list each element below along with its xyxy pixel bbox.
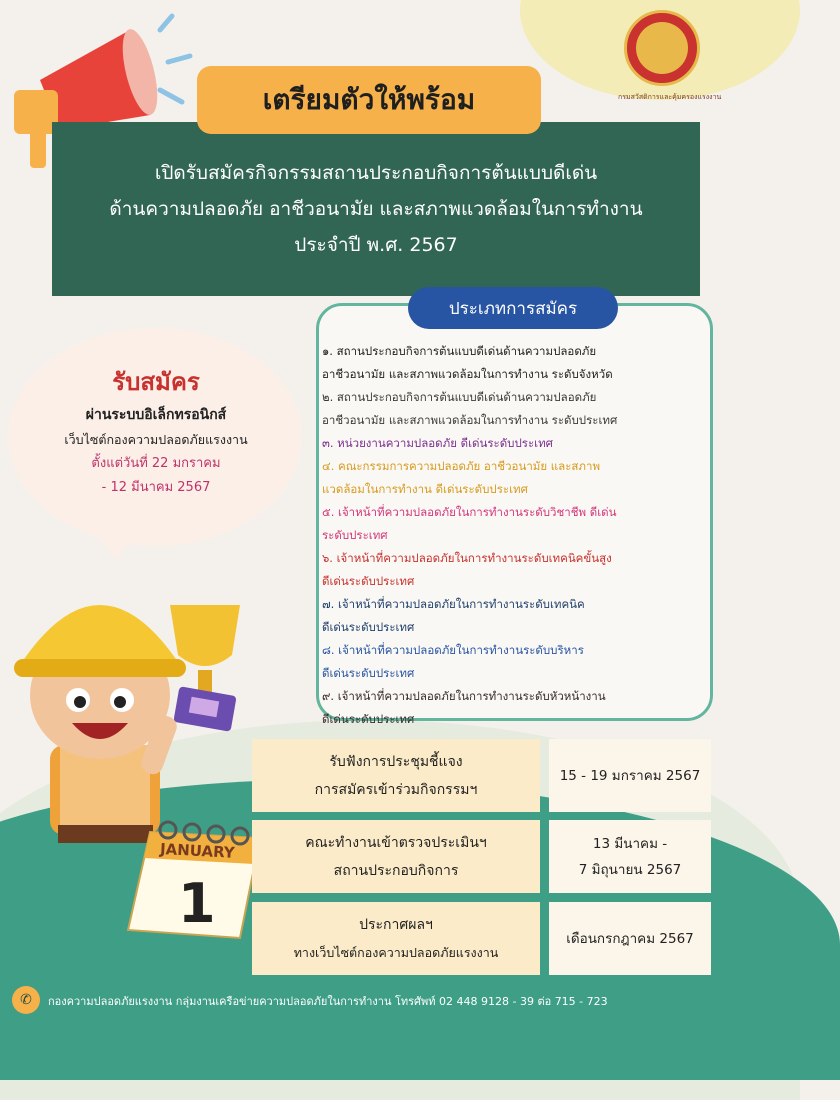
registration-info (26, 362, 286, 500)
schedule-event-1-line-1: รับฟังการประชุมชี้แจง (329, 753, 463, 770)
type-line: ๒. สถานประกอบกิจการต้นแบบดีเด่นด้านความปลอดภัย (322, 390, 597, 404)
type-line: ดีเด่นระดับประเทศ (322, 620, 415, 634)
registration-site: เว็บไซต์กองความปลอดภัยแรงงาน (64, 432, 248, 447)
registration-via: ผ่านระบบอิเล็กทรอนิกส์ (85, 407, 227, 423)
schedule-event-3-line-2: ทางเว็บไซต์กองความปลอดภัยแรงงาน (293, 944, 499, 960)
type-line: ๕. เจ้าหน้าที่ความปลอดภัยในการทำงานระดับวิชาชีพ ดีเด่น (322, 505, 617, 519)
banner-line-2: ด้านความปลอดภัย อาชีวอนามัย และสภาพแวดล้อมในการทำงาน (109, 198, 643, 220)
schedule-event-3-line-1: ประกาศผลฯ (359, 916, 433, 933)
schedule-date-3-line-1: เดือนกรกฎาคม 2567 (566, 930, 694, 947)
type-line: ๖. เจ้าหน้าที่ความปลอดภัยในการทำงานระดับเทคนิคขั้นสูง (322, 551, 612, 565)
type-line: ๙. เจ้าหน้าที่ความปลอดภัยในการทำงานระดับหัวหน้างาน (322, 689, 606, 703)
bubble-tail (86, 520, 146, 560)
schedule-date-2-line-1: 13 มีนาคม - (592, 835, 668, 852)
types-list (322, 340, 706, 731)
schedule-date-3 (549, 902, 711, 975)
schedule-date-2 (549, 820, 711, 893)
headline-banner (52, 122, 700, 296)
banner-line-3: ประจำปี พ.ศ. 2567 (294, 234, 458, 256)
registration-to: - 12 มีนาคม 2567 (101, 480, 211, 495)
calendar-icon (120, 812, 270, 942)
schedule-event-2 (252, 820, 540, 893)
type-line: แวดล้อมในการทำงาน ดีเด่นระดับประเทศ (322, 482, 528, 496)
logo-caption: กรมสวัสดิการและคุ้มครองแรงงาน (618, 93, 722, 101)
registration-from: ตั้งแต่วันที่ 22 มกราคม (91, 456, 221, 471)
schedule-event-1 (252, 739, 540, 812)
schedule-date-2-line-2: 7 มิถุนายน 2567 (578, 861, 682, 878)
type-line: ๓. หน่วยงานความปลอดภัย ดีเด่นระดับประเทศ (322, 436, 553, 450)
calendar-month: JANUARY (159, 839, 236, 862)
footer-contact: กองความปลอดภัยแรงงาน กลุ่มงานเครือข่ายความปลอดภัยในการทำงาน โทรศัพท์ 02 448 9128 - 39 ต่อ 715 - 723 (48, 995, 608, 1008)
schedule-event-2-line-2: สถานประกอบกิจการ (333, 862, 459, 879)
types-heading: ประเภทการสมัคร (408, 287, 618, 329)
type-line: ๘. เจ้าหน้าที่ความปลอดภัยในการทำงานระดับบริหาร (322, 643, 584, 657)
type-line: ๔. คณะกรรมการความปลอดภัย อาชีวอนามัย และสภาพ (322, 459, 601, 473)
type-line: ดีเด่นระดับประเทศ (322, 712, 415, 726)
schedule-date-1 (549, 739, 711, 812)
type-line: ระดับประเทศ (322, 528, 388, 542)
schedule-event-3 (252, 902, 540, 975)
worker-mascot (0, 555, 280, 855)
registration-heading: รับสมัคร (112, 368, 200, 396)
schedule-date-1-line-1: 15 - 19 มกราคม 2567 (559, 767, 701, 784)
type-line: อาชีวอนามัย และสภาพแวดล้อมในการทำงาน ระดับจังหวัด (322, 367, 613, 381)
phone-icon: ✆ (12, 986, 40, 1014)
schedule-event-2-line-1: คณะทำงานเข้าตรวจประเมินฯ (305, 834, 487, 851)
type-line: ดีเด่นระดับประเทศ (322, 666, 415, 680)
schedule-event-1-line-2: การสมัครเข้าร่วมกิจกรรมฯ (314, 781, 478, 798)
page-title: เตรียมตัวให้พร้อม (262, 83, 476, 116)
type-line: อาชีวอนามัย และสภาพแวดล้อมในการทำงาน ระดับประเทศ (322, 413, 618, 427)
title-badge (197, 66, 541, 134)
calendar-day: 1 (178, 872, 216, 935)
banner-line-1: เปิดรับสมัครกิจกรรมสถานประกอบกิจการต้นแบบดีเด่น (154, 162, 598, 184)
type-line: ๗. เจ้าหน้าที่ความปลอดภัยในการทำงานระดับเทคนิค (322, 597, 585, 611)
type-line: ดีเด่นระดับประเทศ (322, 574, 415, 588)
type-line: ๑. สถานประกอบกิจการต้นแบบดีเด่นด้านความปลอดภัย (322, 344, 597, 358)
ministry-logo (624, 10, 700, 86)
